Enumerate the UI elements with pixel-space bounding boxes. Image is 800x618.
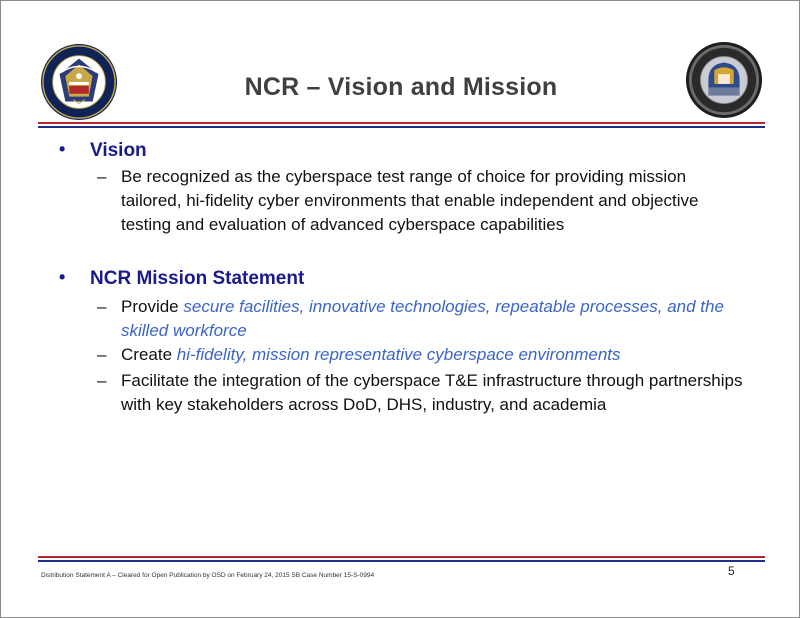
sub-bullet bbox=[97, 295, 747, 343]
bullet-dot-icon: • bbox=[59, 139, 66, 159]
sub-text: Create bbox=[121, 345, 177, 364]
footer-rule-blue bbox=[38, 560, 765, 562]
sub-text-emphasis: secure facilities, innovative technologies, repeatable processes, and the skilled workforce bbox=[121, 297, 724, 340]
sub-bullet bbox=[97, 343, 747, 367]
dash-icon: – bbox=[97, 345, 107, 364]
sub-bullet-text bbox=[121, 165, 747, 237]
header-rule-red bbox=[38, 122, 765, 124]
bullet-dot-icon: • bbox=[59, 267, 66, 287]
sub-bullet bbox=[97, 369, 747, 417]
sub-text: Be recognized as the cyberspace test range of choice for providing mission tailored, hi-fidelity cyber environments that enable independent and objective testing and evaluation of advanced cyberspace capabilities bbox=[121, 167, 699, 234]
sub-text: Provide bbox=[121, 297, 184, 316]
distribution-statement: Distribution Statement A – Cleared for Open Publication by OSD on February 24, 2015 SB Case Number 15-S-0994 bbox=[41, 572, 375, 579]
page-number: 5 bbox=[728, 564, 735, 578]
dash-icon: – bbox=[97, 371, 107, 390]
bullet-heading: Vision bbox=[90, 140, 147, 161]
sub-bullet-text bbox=[121, 369, 747, 417]
bullet-heading: NCR Mission Statement bbox=[90, 268, 305, 289]
sub-bullet bbox=[97, 165, 747, 237]
footer-rule-red bbox=[38, 556, 765, 558]
slide-title: NCR – Vision and Mission bbox=[244, 73, 558, 101]
sub-text-emphasis: hi-fidelity, mission representative cyberspace environments bbox=[176, 345, 621, 364]
sub-bullet-text bbox=[121, 343, 747, 367]
dash-icon: – bbox=[97, 167, 107, 186]
header-rule-blue bbox=[38, 126, 765, 128]
sub-bullet-text bbox=[121, 295, 747, 343]
sub-text: Facilitate the integration of the cyberspace T&E infrastructure through partnerships with key stakeholders across DoD, DHS, industry, and academia bbox=[121, 371, 743, 414]
dash-icon: – bbox=[97, 297, 107, 316]
